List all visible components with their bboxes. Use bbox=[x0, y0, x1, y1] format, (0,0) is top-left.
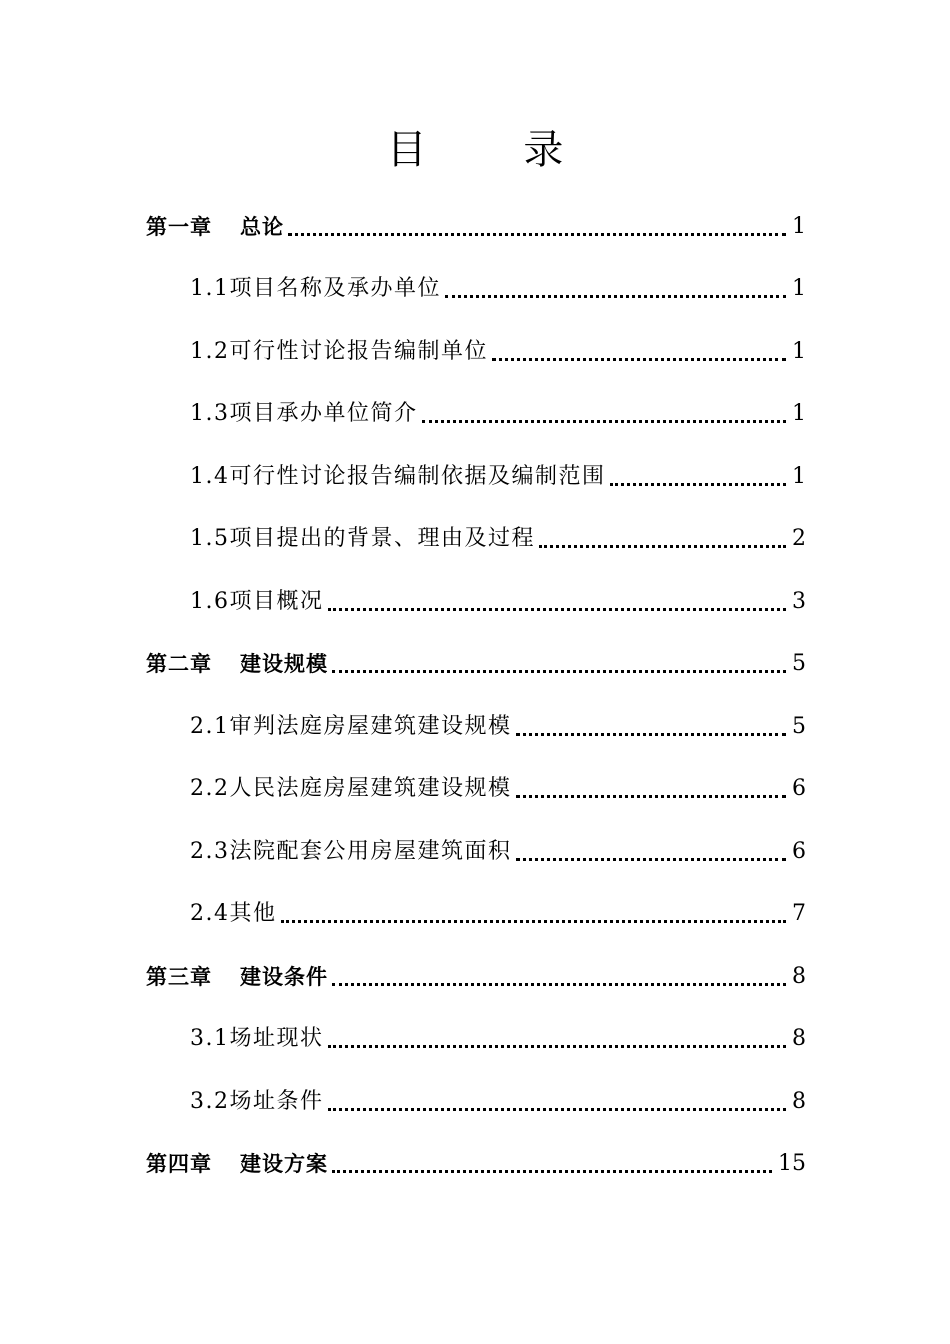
toc-page-number: 3 bbox=[792, 589, 806, 614]
toc-entry-label: 2.3法院配套公用房屋建筑面积 bbox=[190, 839, 512, 864]
toc-page-number: 6 bbox=[792, 839, 806, 864]
toc-page-number: 5 bbox=[792, 651, 806, 676]
toc-entry-label: 3.1场址现状 bbox=[190, 1026, 324, 1051]
toc-leader-dots bbox=[332, 983, 786, 986]
toc-leader-dots bbox=[332, 1170, 772, 1173]
toc-leader-dots bbox=[332, 670, 786, 673]
toc-chapter-number: 第四章 bbox=[146, 1152, 212, 1176]
toc-leader-dots bbox=[445, 295, 786, 298]
toc-page-number: 8 bbox=[792, 1026, 806, 1051]
toc-entry-section-1-3[interactable] bbox=[190, 383, 806, 431]
toc-chapter-number: 第三章 bbox=[146, 965, 212, 989]
toc-page-number: 1 bbox=[792, 401, 806, 426]
toc-leader-dots bbox=[516, 733, 787, 736]
toc-entry-section-2-1[interactable] bbox=[190, 696, 806, 744]
toc-entry-label: 1.1项目名称及承办单位 bbox=[190, 276, 441, 301]
toc-page-number: 2 bbox=[792, 526, 806, 551]
toc-entry-section-2-3[interactable] bbox=[190, 821, 806, 869]
toc-page-number: 15 bbox=[778, 1151, 806, 1176]
toc-page-number: 8 bbox=[792, 1089, 806, 1114]
toc-entry-chapter-4[interactable] bbox=[146, 1133, 806, 1181]
toc-entry-label: 1.5项目提出的背景、理由及过程 bbox=[190, 526, 535, 551]
toc-entry-section-2-4[interactable] bbox=[190, 883, 806, 931]
toc-entry-label: 3.2场址条件 bbox=[190, 1089, 324, 1114]
toc-entry-section-1-2[interactable] bbox=[190, 321, 806, 369]
toc-entry-label: 1.3项目承办单位简介 bbox=[190, 401, 418, 426]
toc-leader-dots bbox=[516, 795, 787, 798]
toc-entry-label: 建设规模 bbox=[240, 652, 328, 676]
toc-entry-section-1-4[interactable] bbox=[190, 446, 806, 494]
toc-entry-section-1-6[interactable] bbox=[190, 571, 806, 619]
toc-entry-section-3-1[interactable] bbox=[190, 1008, 806, 1056]
toc-entry-chapter-2[interactable] bbox=[146, 633, 806, 681]
toc-entry-label: 2.1审判法庭房屋建筑建设规模 bbox=[190, 714, 512, 739]
page-title: 目 录 bbox=[386, 127, 606, 173]
toc-leader-dots bbox=[281, 920, 787, 923]
toc-entry-chapter-1[interactable] bbox=[146, 196, 806, 244]
toc-page-number: 1 bbox=[792, 214, 806, 239]
toc-page-number: 1 bbox=[792, 276, 806, 301]
toc-page-number: 8 bbox=[792, 964, 806, 989]
toc-entry-label: 建设方案 bbox=[240, 1152, 328, 1176]
toc-entry-section-1-5[interactable] bbox=[190, 508, 806, 556]
toc-entry-label: 1.2可行性讨论报告编制单位 bbox=[190, 339, 488, 364]
toc-leader-dots bbox=[516, 858, 787, 861]
toc-entry-section-3-2[interactable] bbox=[190, 1071, 806, 1119]
toc-leader-dots bbox=[610, 483, 787, 486]
toc-page-number: 1 bbox=[792, 339, 806, 364]
toc-chapter-number: 第二章 bbox=[146, 652, 212, 676]
toc-entry-label: 1.4可行性讨论报告编制依据及编制范围 bbox=[190, 464, 606, 489]
toc-leader-dots bbox=[288, 233, 786, 236]
toc-entry-chapter-3[interactable] bbox=[146, 946, 806, 994]
toc-entry-label: 2.2人民法庭房屋建筑建设规模 bbox=[190, 776, 512, 801]
toc-leader-dots bbox=[328, 1045, 787, 1048]
toc-entry-label: 1.6项目概况 bbox=[190, 589, 324, 614]
toc-chapter-number: 第一章 bbox=[146, 215, 212, 239]
toc-page-number: 6 bbox=[792, 776, 806, 801]
toc-leader-dots bbox=[328, 1108, 787, 1111]
toc-page-number: 1 bbox=[792, 464, 806, 489]
toc-entry-section-2-2[interactable] bbox=[190, 758, 806, 806]
toc-entry-label: 总论 bbox=[240, 215, 284, 239]
toc-entry-label: 建设条件 bbox=[240, 965, 328, 989]
toc-leader-dots bbox=[422, 420, 787, 423]
toc-entry-section-1-1[interactable] bbox=[190, 258, 806, 306]
toc-page-number: 7 bbox=[792, 901, 806, 926]
toc-page-number: 5 bbox=[792, 714, 806, 739]
toc-leader-dots bbox=[492, 358, 786, 361]
toc-leader-dots bbox=[539, 545, 786, 548]
toc-leader-dots bbox=[328, 608, 787, 611]
toc-entry-label: 2.4其他 bbox=[190, 901, 277, 926]
